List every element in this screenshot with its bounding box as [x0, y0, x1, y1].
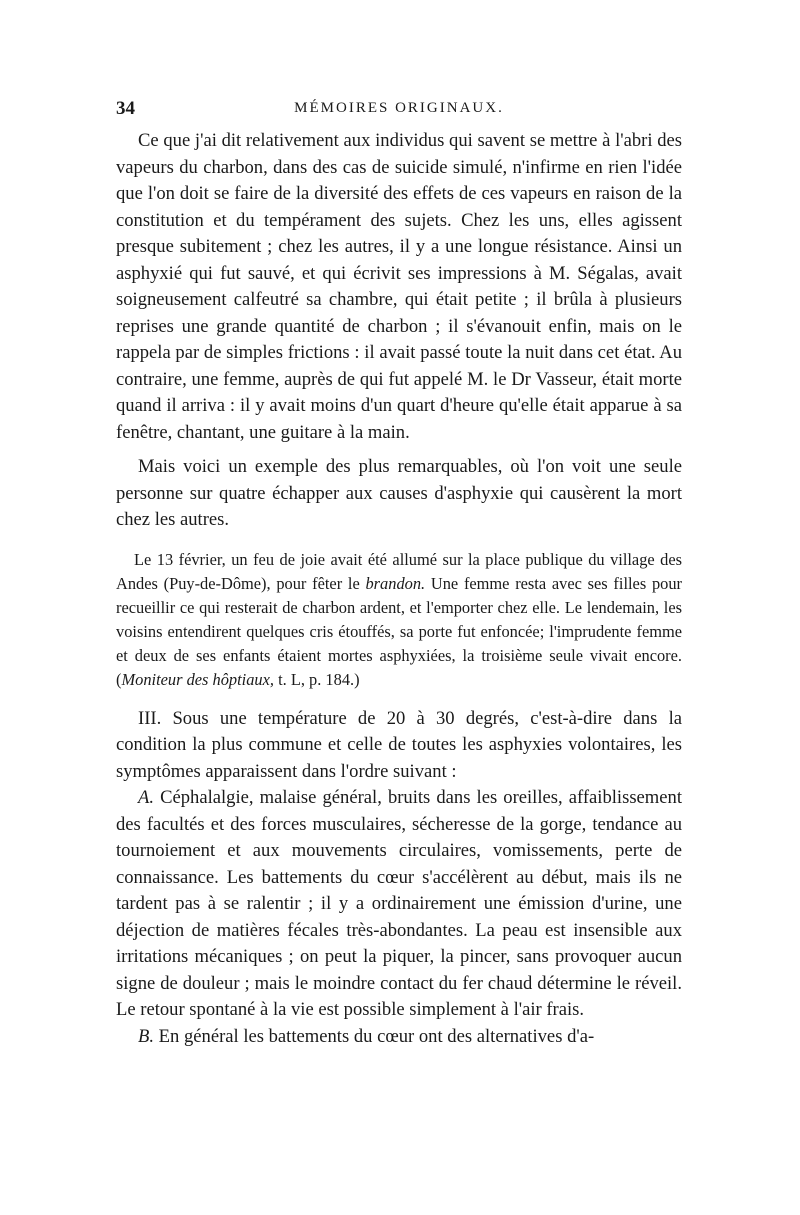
item-text-a: Céphalalgie, malaise général, bruits dans les oreilles, affaiblissement des facultés et des forces musculaires, sécheresse de la gorge, tendance au tournoiement et aux mouvements circulaires, vomissements, perte de connaissance. Les battements du cœur s'accélèrent au début, mais ils ne tardent pas à se ralentir ; il y a ordinairement une émission d'urine, une déjection de matières fécales très-abondantes. La peau est insensible aux irritations mécaniques ; on peut la piquer, la pincer, sans provoquer aucun signe de douleur ; mais le moindre contact du fer chaud détermine le réveil. Le retour spontané à la vie est possible simplement à l'air frais.	[116, 787, 682, 1020]
item-label-a: A.	[138, 787, 155, 808]
item-label-b: B.	[138, 1025, 155, 1047]
running-header	[116, 98, 682, 126]
paragraph-citation-andes	[116, 548, 682, 692]
citation-italic-brandon: brandon.	[365, 573, 426, 593]
citation-text-1: Le 13 février, un feu de joie avait été allumé sur la place publique du village des Andes (Puy-de-Dôme), pour fêter le	[116, 549, 682, 593]
item-text-b: En général les battements du cœur ont des alternatives d'a-	[154, 1025, 595, 1047]
running-title: MÉMOIRES ORIGINAUX.	[294, 100, 504, 116]
citation-text-2: Une femme resta avec ses filles pour recueillir ce qui resterait de charbon ardent, et l'emporter chez elle. Le lendemain, les voisins entendirent quelques cris étouffés, sa porte fut enfoncée; l'imprudente femme et deux de ses enfants étaient mortes asphyxiées, la troisième seule vivait encore. (	[116, 573, 682, 689]
page-body	[116, 128, 682, 1050]
paragraph-exemple: Mais voici un exemple des plus remarquables, où l'on voit une seule personne sur quatre échapper aux causes d'asphyxie qui causèrent la mort chez les autres.	[116, 456, 682, 530]
citation-italic-source: Moniteur des hôptiaux,	[121, 669, 274, 689]
paragraph-symptomes-b	[116, 1024, 682, 1051]
paragraph-symptomes-a	[116, 785, 682, 1024]
citation-text-3: t. L, p. 184.)	[273, 669, 360, 689]
page-number: 34	[116, 98, 135, 119]
paragraph-section-iii: III. Sous une température de 20 à 30 degrés, c'est-à-dire dans la condition la plus commune et celle de toutes les asphyxies volontaires, les symptômes apparaissent dans l'ordre suivant :	[116, 707, 682, 782]
paragraph-asphyxie-resistance: Ce que j'ai dit relativement aux individus qui savent se mettre à l'abri des vapeurs du charbon, dans des cas de suicide simulé, n'infirme en rien l'idée que l'on doit se faire de la diversité des effets de ces vapeurs en raison de la constitution et du tempérament des sujets. Chez les uns, elles agissent presque subitement ; chez les autres, il y a une longue résistance. Ainsi un asphyxié qui fut sauvé, et qui écrivit ses impressions à M. Ségalas, avait soigneusement calfeutré sa chambre, qui était petite ; il brûla à plusieurs reprises une grande quantité de charbon ; il s'évanouit enfin, mais on le rappela par de simples frictions : il avait passé toute la nuit dans cet état. Au contraire, une femme, auprès de qui fut appelé M. le Dr Vasseur, était morte quand il arriva : il y avait moins d'un quart d'heure qu'elle était apparue à sa fenêtre, chantant, une guitare à la main.	[116, 130, 682, 443]
